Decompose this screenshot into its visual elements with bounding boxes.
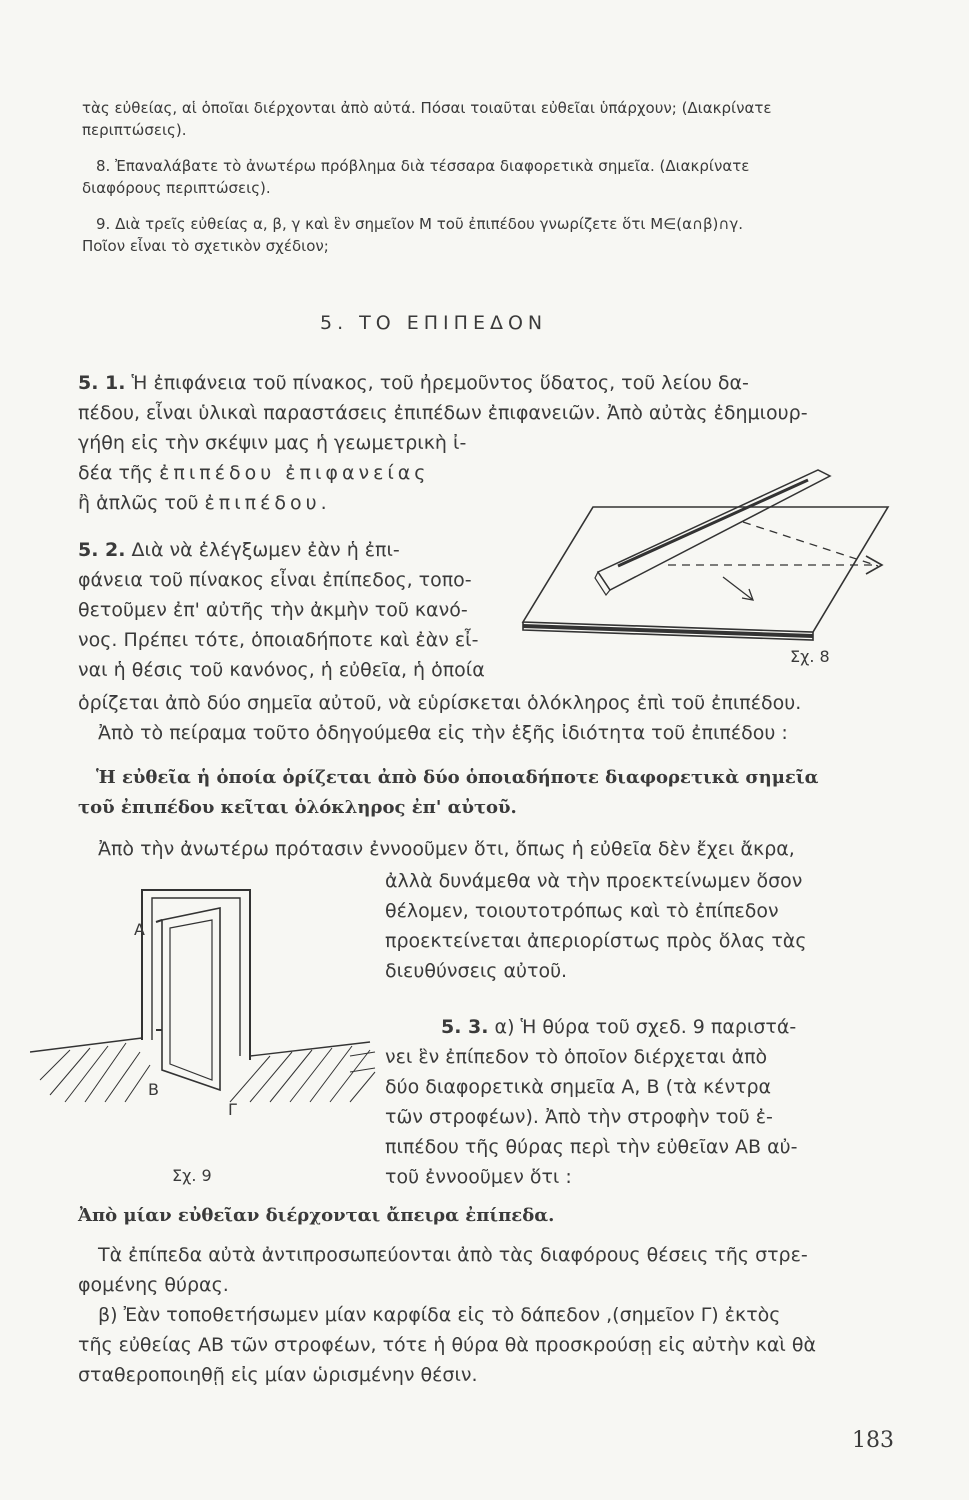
text-guide — [350, 1068, 375, 1072]
text-line: γήθη εἰς τὴν σκέψιν μας ἡ γεωμετρικὴ ἰ- — [78, 432, 467, 454]
bold-statement: Ἀπὸ μίαν εὐθεῖαν διέρχονται ἄπειρα ἐπίπεδα. — [78, 1205, 555, 1226]
text-line: τῶν στροφέων). Ἀπὸ τὴν στροφὴν τοῦ ἐ- — [385, 1106, 773, 1128]
text-line: ἀλλὰ δυνάμεθα νὰ τὴν προεκτείνωμεν ὅσον — [385, 870, 803, 892]
text-line: τοῦ ἐννοοῦμεν ὅτι : — [385, 1166, 572, 1188]
text-line: πιπέδου τῆς θύρας περὶ τὴν εὐθεῖαν ΑΒ αὐ- — [385, 1136, 798, 1158]
door-frame — [142, 890, 250, 1060]
text-line: νος. Πρέπει τότε, ὁποιαδήποτε καὶ ἐὰν εἶ- — [78, 629, 479, 651]
text-line: σταθεροποιηθῇ εἰς μίαν ὡρισμένην θέσιν. — [78, 1364, 478, 1386]
theorem-statement — [78, 763, 898, 823]
text-fragment: ἢ ἁπλῶς τοῦ — [78, 492, 199, 514]
text-line: Τὰ ἐπίπεδα αὐτὰ ἀντιπροσωπεύονται ἀπὸ τὰς διαφόρους θέσεις τῆς στρε- — [98, 1244, 808, 1266]
page-number: 183 — [852, 1428, 894, 1453]
paragraph-5-3 — [385, 1012, 905, 1192]
exercise-8-text — [82, 155, 892, 199]
text-line: Ἀπὸ τὴν ἀνωτέρω πρότασιν ἐννοοῦμεν ὅτι, ὅπως ἡ εὐθεῖα δὲν ἔχει ἄκρα, — [98, 838, 795, 860]
text-line: τὰς εὐθείας, αἱ ὁποῖαι διέρχονται ἀπὸ αὐτά. Πόσαι τοιαῦται εὐθεῖαι ὑπάρχουν; (Διακρίνατε — [82, 99, 772, 117]
door-panel — [162, 908, 220, 1090]
text-line: 9. Διὰ τρεῖς εὐθείας α, β, γ καὶ ἓν σημεῖον Μ τοῦ ἐπιπέδου γνωρίζετε ὅτι Μ∈(α∩β)∩γ. — [96, 215, 743, 233]
figure-9-door — [30, 880, 385, 1120]
paragraph-final — [78, 1240, 898, 1390]
text-line: νει ἓν ἐπίπεδον τὸ ὁποῖον διέρχεται ἀπὸ — [385, 1046, 768, 1068]
text-line: περιπτώσεις). — [82, 121, 187, 139]
text-line: τῆς εὐθείας ΑΒ τῶν στροφέων, τότε ἡ θύρα θὰ προσκρούσῃ εἰς αὐτὴν καὶ θὰ — [78, 1334, 816, 1356]
wall-base — [250, 1042, 370, 1056]
text-line: θετοῦμεν ἐπ' αὐτῆς τὴν ἀκμὴν τοῦ κανό- — [78, 599, 468, 621]
paragraph-after-theorem — [78, 834, 898, 864]
label-g: Γ — [228, 1100, 237, 1119]
text-line: θέλομεν, τοιουτοτρόπως καὶ τὸ ἐπίπεδον — [385, 900, 779, 922]
text-line: φομένης θύρας. — [78, 1274, 229, 1296]
text-line: β) Ἐὰν τοποθετήσωμεν μίαν καρφίδα εἰς τὸ δάπεδον ,(σημεῖον Γ) ἐκτὸς — [98, 1304, 781, 1326]
text-line: α) Ἡ θύρα τοῦ σχεδ. 9 παριστά- — [494, 1016, 797, 1038]
ruler-end — [595, 572, 610, 595]
spaced-term: ἐπιπέδου. — [204, 492, 331, 514]
text-line: προεκτείνεται ἀπεριορίστως πρὸς ὅλας τὰς — [385, 930, 807, 952]
hinge-a — [156, 920, 162, 922]
floor-hatching — [40, 1043, 375, 1102]
paragraph-5-2-bottom — [78, 688, 898, 748]
text-fragment: δέα τῆς — [78, 462, 154, 484]
ruler-shading — [618, 480, 808, 566]
text-line: 8. Ἐπαναλάβατε τὸ ἀνωτέρω πρόβλημα διὰ τέσσαρα διαφορετικὰ σημεῖα. (Διακρίνατε — [96, 157, 750, 175]
text-line: ναι ἡ θέσις τοῦ κανόνος, ἡ εὐθεῖα, ἡ ὁποία — [78, 659, 485, 681]
text-line: Ἡ ἐπιφάνεια τοῦ πίνακος, τοῦ ἠρεμοῦντος ὕδατος, τοῦ λείου δα- — [131, 372, 749, 394]
section-title: 5. ΤΟ ΕΠΙΠΕΔΟΝ — [320, 312, 548, 334]
text-line: δύο διαφορετικὰ σημεῖα Α, Β (τὰ κέντρα — [385, 1076, 772, 1098]
door-panel-inner — [170, 920, 212, 1080]
text-line: Διὰ νὰ ἐλέγξωμεν ἐὰν ἡ ἐπι- — [131, 539, 400, 561]
door-frame-inner — [152, 898, 240, 1056]
text-line: διαφόρους περιπτώσεις). — [82, 179, 271, 197]
figure-8-plane-ruler — [518, 462, 898, 672]
figure-9-caption: Σχ. 9 — [172, 1166, 212, 1185]
text-guide — [350, 1052, 375, 1056]
figure-8-caption: Σχ. 8 — [790, 647, 830, 666]
exercise-9-text — [82, 213, 892, 257]
spaced-term: ἐπιπέδου ἐπιφανείας — [159, 462, 430, 484]
text-line: διευθύνσεις αὐτοῦ. — [385, 960, 568, 982]
section-number: 5. 2. — [78, 539, 126, 561]
text-line: τοῦ ἐπιπέδου κεῖται ὁλόκληρος ἐπ' αὐτοῦ. — [78, 797, 517, 818]
text-line: φάνεια τοῦ πίνακος εἶναι ἐπίπεδος, τοπο- — [78, 569, 472, 591]
text-line: Ποῖον εἶναι τὸ σχετικὸν σχέδιον; — [82, 237, 329, 255]
exercise-7-text — [82, 97, 892, 141]
section-number: 5. 1. — [78, 372, 126, 394]
paragraph-5-2-top — [78, 535, 533, 685]
ruler-shape — [598, 470, 830, 590]
label-a: Α — [134, 920, 145, 939]
text-line: Ἡ εὐθεῖα ἡ ὁποία ὁρίζεται ἀπὸ δύο ὁποιαδήποτε διαφορετικὰ σημεῖα — [96, 767, 819, 788]
text-line: ὁρίζεται ἀπὸ δύο σημεῖα αὐτοῦ, νὰ εὑρίσκεται ὁλόκληρος ἐπὶ τοῦ ἐπιπέδου. — [78, 692, 802, 714]
label-b: Β — [148, 1080, 159, 1099]
section-number: 5. 3. — [441, 1016, 489, 1038]
dashed-line — [743, 522, 878, 566]
text-line: Ἀπὸ τὸ πείραμα τοῦτο ὁδηγούμεθα εἰς τὴν ἑξῆς ἰδιότητα τοῦ ἐπιπέδου : — [98, 722, 788, 744]
paragraph-after-theorem-right — [385, 866, 905, 986]
pointer-arrow — [723, 577, 753, 600]
text-line: πέδου, εἶναι ὑλικαὶ παραστάσεις ἐπιπέδων ἐπιφανειῶν. Ἀπὸ αὐτὰς ἐδημιουρ- — [78, 402, 808, 424]
